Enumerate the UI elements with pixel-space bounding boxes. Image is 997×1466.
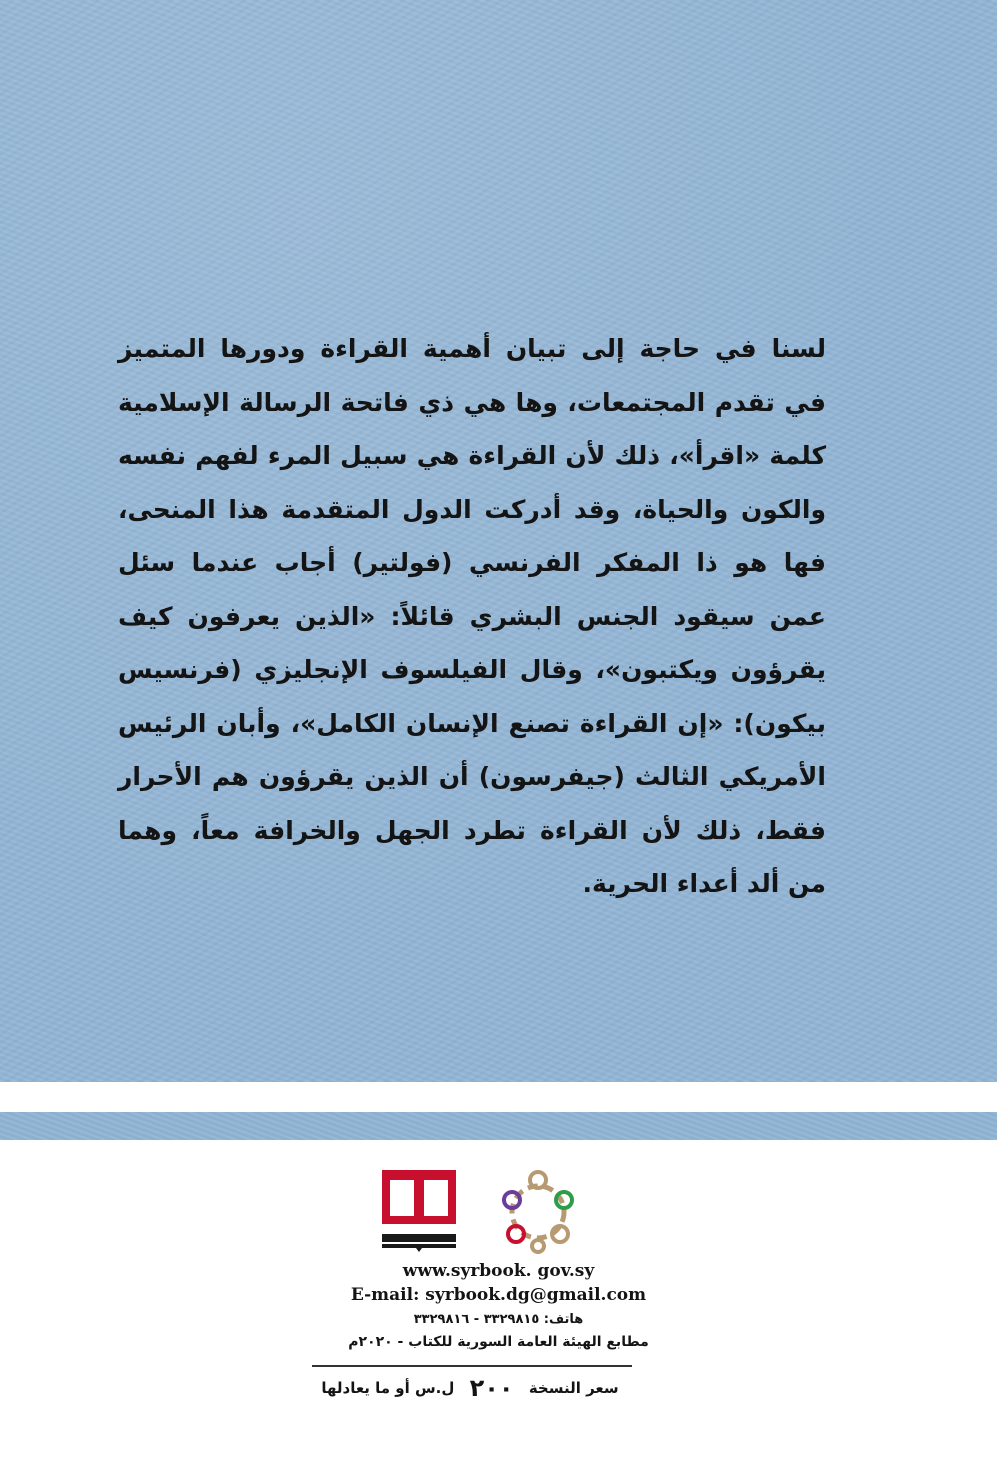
blue-band (0, 1112, 997, 1140)
price-label: سعر النسخة (528, 1379, 619, 1397)
back-cover-blurb: لسنا في حاجة إلى تبيان أهمية القراءة ودورها المتميز في تقدم المجتمعات، وها هي ذي فاتحة الرسالة الإسلامية كلمة «اقرأ»، ذلك لأن القراءة هي سبيل المرء لفهم نفسه والكون والحياة، وقد أدركت الدول المتقدمة هذا المنحى، فها هو ذا المفكر الفرنسي (فولتير) أجاب عندما سئل عمن سيقود الجنس البشري قائلاً: «الذين يعرفون كيف يقرؤون ويكتبون»، وقال الفيلسوف الإنجليزي (فرنسيس بيكون): «إن القراءة تصنع الإنسان الكامل»، وأبان الرئيس الأمريكي الثالث (جيفرسون) أن الذين يقرؤون هم الأحرار فقط، ذلك لأن القراءة تطرد الجهل والخرافة معاً، وهما من ألد أعداء الحرية. (118, 334, 826, 898)
footer-divider (312, 1365, 632, 1367)
price-line (300, 1374, 640, 1402)
price-suffix: ل.س أو ما يعادلها (321, 1379, 455, 1397)
white-stripe (0, 1082, 997, 1112)
price-value: ٢٠٠ (469, 1374, 514, 1402)
website-url[interactable]: www.syrbook. gov.sy (402, 1261, 595, 1281)
printer-line: مطابع الهيئة العامة السورية للكتاب - ٢٠٢٠م (348, 1334, 649, 1350)
email-address[interactable]: E-mail: syrbook.dg@gmail.com (350, 1285, 647, 1305)
phone-numbers: هاتف: ٣٣٢٩٨١٥ - ٣٣٢٩٨١٦ (413, 1312, 584, 1327)
book-icon (378, 1166, 460, 1252)
culture-ring-icon (492, 1162, 584, 1254)
logo-group (378, 1160, 578, 1260)
